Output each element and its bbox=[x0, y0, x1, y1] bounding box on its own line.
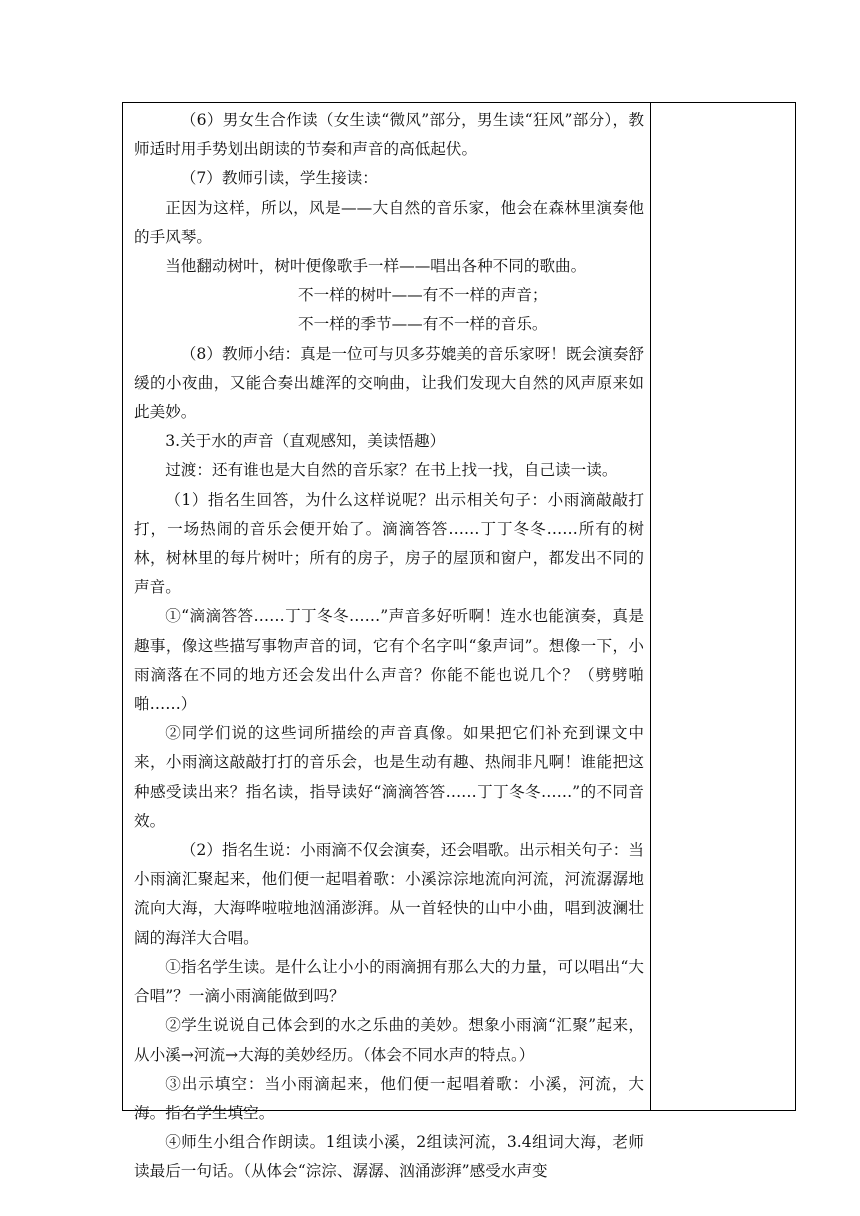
paragraph: ①“滴滴答答……丁丁冬冬……”声音多好听啊！连水也能演奏，真是趣事，像这些描写事物声音的词，它有个名字叫“象声词”。想像一下，小雨滴落在不同的地方还会发出什么声音？你能不能也说几个？（劈劈啪啪……） bbox=[134, 607, 644, 714]
paragraph: （8）教师小结：真是一位可与贝多芬媲美的音乐家呀！既会演奏舒缓的小夜曲，又能合奏出雄浑的交响曲，让我们发现大自然的风声原来如此美妙。 bbox=[134, 344, 644, 422]
paragraph: ③出示填空：当小雨滴起来，他们便一起唱着歌：小溪，河流，大海。指名学生填空。 bbox=[134, 1074, 644, 1122]
paragraph: 不一样的树叶——有不一样的声音； bbox=[298, 286, 548, 305]
lesson-content-cell bbox=[134, 106, 644, 1187]
paragraph: ④师生小组合作朗读。1组读小溪，2组读河流，3.4组词大海，老师读最后一句话。（从体会“淙淙、潺潺、汹涌澎湃”感受水声变 bbox=[134, 1133, 644, 1181]
paragraph: （2）指名生说：小雨滴不仅会演奏，还会唱歌。出示相关句子：当小雨滴汇聚起来，他们便一起唱着歌：小溪淙淙地流向河流，河流潺潺地流向大海，大海哗啦啦地汹涌澎湃。从一首轻快的山中小曲，唱到波澜壮阔的海洋大合唱。 bbox=[134, 841, 644, 947]
paragraph: 正因为这样，所以，风是——大自然的音乐家，他会在森林里演奏他的手风琴。 bbox=[134, 198, 644, 246]
paragraph: 当他翻动树叶，树叶便像歌手一样——唱出各种不同的歌曲。 bbox=[165, 257, 587, 276]
paragraph: （6）男女生合作读（女生读“微风”部分，男生读“狂风”部分），教师适时用手势划出朗读的节奏和声音的高低起伏。 bbox=[134, 111, 644, 159]
paragraph: ①指名学生读。是什么让小小的雨滴拥有那么大的力量，可以唱出“大合唱”？一滴小雨滴能做到吗？ bbox=[134, 957, 644, 1006]
paragraph: 不一样的季节——有不一样的音乐。 bbox=[298, 315, 548, 334]
paragraph: ②学生说说自己体会到的水之乐曲的美妙。想象小雨滴“汇聚”起来，从小溪→河流→大海的美妙经历。（体会不同水声的特点。） bbox=[134, 1016, 644, 1064]
paragraph: 3.关于水的声音（直观感知，美读悟趣） bbox=[165, 432, 446, 451]
paragraph: ②同学们说的这些词所描绘的声音真像。如果把它们补充到课文中来，小雨滴这敲敲打打的音乐会，也是生动有趣、热闹非凡啊！谁能把这种感受读出来？指名读，指导读好“滴滴答答……丁丁冬冬……”的不同音效。 bbox=[134, 724, 644, 830]
column-divider bbox=[650, 103, 651, 1110]
notes-cell bbox=[652, 103, 795, 1110]
lesson-table bbox=[122, 102, 796, 1181]
paragraph: （1）指名生回答，为什么这样说呢？出示相关句子：小雨滴敲敲打打，一场热闹的音乐会便开始了。滴滴答答……丁丁冬冬……所有的树林，树林里的每片树叶；所有的房子，房子的屋顶和窗户，都发出不同的声音。 bbox=[134, 490, 644, 597]
paragraph: （7）教师引读，学生接读： bbox=[180, 169, 378, 188]
paragraph: 过渡：还有谁也是大自然的音乐家？在书上找一找，自己读一读。 bbox=[165, 461, 618, 480]
